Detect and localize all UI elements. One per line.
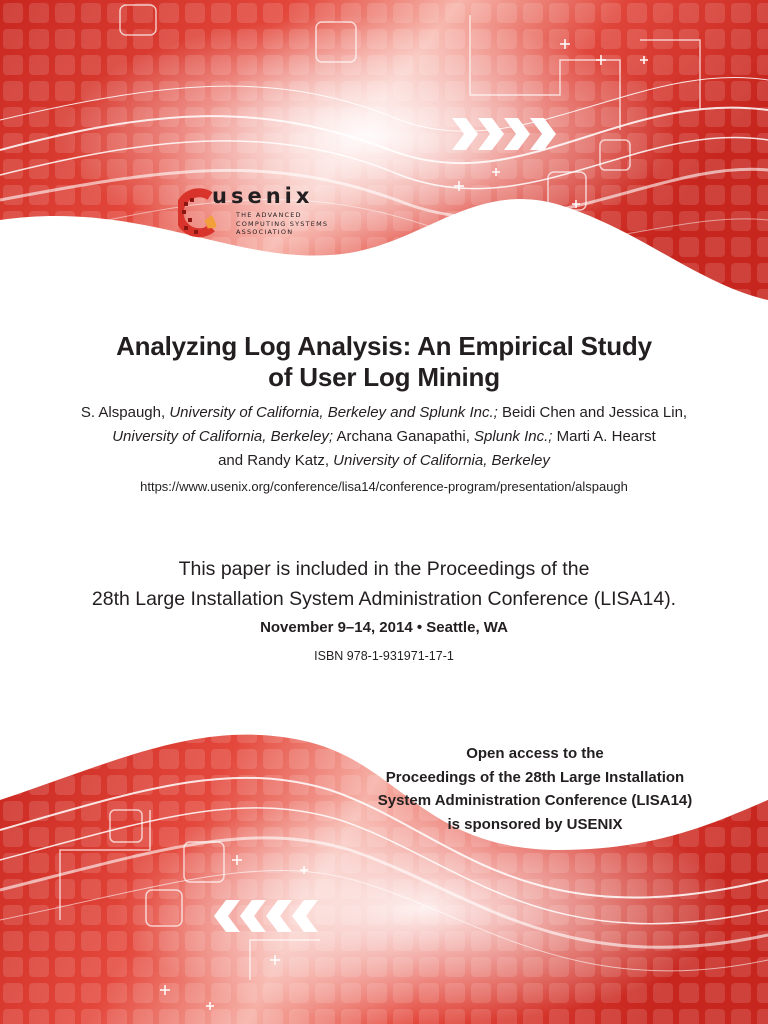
presentation-url[interactable]: https://www.usenix.org/conference/lisa14/conference-program/presentation/alspaugh [140,479,628,494]
proceedings-line: This paper is included in the Proceedings of the [178,558,590,580]
author-line [30,449,738,473]
author-name: Beidi Chen and Jessica Lin, [497,404,688,421]
author-name: and Randy Katz, [218,452,334,469]
author-line [30,401,738,425]
title-line: of User Log Mining [268,362,500,392]
tagline-line: ASSOCIATION [236,228,294,236]
open-access-line: Open access to the [466,745,604,762]
author-name: Archana Ganapathi, [333,428,475,445]
conference-dates-location: November 9–14, 2014 • Seattle, WA [260,619,508,636]
tagline-line: THE ADVANCED [236,211,302,219]
author-affiliation: Splunk Inc.; [474,428,553,445]
title-line: Analyzing Log Analysis: An Empirical Study [116,331,652,361]
proceedings-statement [0,554,768,614]
author-line [30,425,738,449]
tagline-line: COMPUTING SYSTEMS [236,219,329,228]
author-name: Marti A. Hearst [552,428,656,445]
isbn: ISBN 978-1-931971-17-1 [314,649,454,663]
open-access-line: System Administration Conference (LISA14) [377,792,693,809]
open-access-line: is sponsored by USENIX [447,815,623,833]
usenix-tagline [236,211,356,237]
author-affiliation: University of California, Berkeley [333,452,550,469]
open-access-statement [350,742,720,836]
author-affiliation: University of California, Berkeley and Splunk Inc.; [169,404,498,421]
author-name: S. Alspaugh, [80,404,170,421]
usenix-logo [178,186,348,246]
paper-title [0,331,768,393]
usenix-wordmark: usenix [212,184,314,208]
author-affiliation: University of California, Berkeley; [112,428,334,445]
author-list [30,401,738,473]
proceedings-line: 28th Large Installation System Administration Conference (LISA14). [91,588,677,610]
open-access-line: Proceedings of the 28th Large Installation [385,768,685,786]
top-decorative-banner [0,0,768,300]
